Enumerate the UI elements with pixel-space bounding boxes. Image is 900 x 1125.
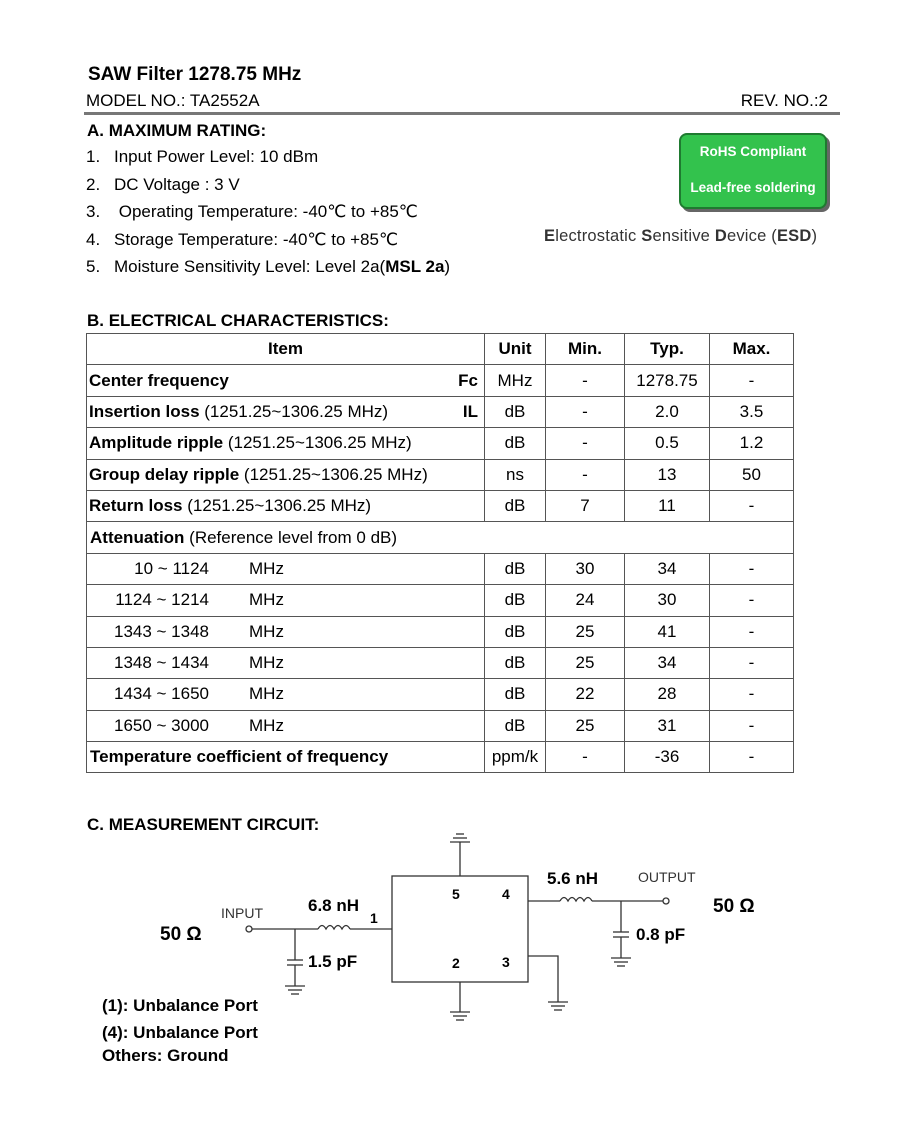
pin-4-label: 4 [502, 886, 510, 902]
header-unit: Unit [485, 334, 546, 365]
table-row: 1650 ~ 3000 MHz dB 25 31 - [87, 710, 794, 741]
table-row: Temperature coefficient of frequency ppm/k - -36 - [87, 742, 794, 773]
list-item: 3. Operating Temperature: -40℃ to +85℃ [86, 202, 418, 221]
table-row: IL Insertion loss (1251.25~1306.25 MHz) dB - 2.0 3.5 [87, 396, 794, 427]
rohs-badge [679, 133, 827, 209]
note-port-1: (1): Unbalance Port [102, 996, 258, 1015]
pin-1-label: 1 [370, 910, 378, 926]
table-row: Fc Center frequency MHz - 1278.75 - [87, 365, 794, 396]
output-terminal [663, 898, 669, 904]
inductor-output-value: 5.6 nH [547, 869, 599, 888]
table-header-row [87, 334, 794, 365]
capacitor-input [287, 960, 303, 965]
table-row: 1124 ~ 1214 MHz dB 24 30 - [87, 585, 794, 616]
electrical-heading: B. ELECTRICAL CHARACTERISTICS: [87, 311, 389, 330]
table-row: Amplitude ripple (1251.25~1306.25 MHz) dB - 0.5 1.2 [87, 428, 794, 459]
header-typ: Typ. [625, 334, 710, 365]
table-row: 1434 ~ 1650 MHz dB 22 28 - [87, 679, 794, 710]
circuit-heading: C. MEASUREMENT CIRCUIT: [87, 815, 320, 834]
list-item: 5. Moisture Sensitivity Level: Level 2a(MSL 2a) [86, 257, 451, 276]
header-max: Max. [710, 334, 794, 365]
page-title: SAW Filter 1278.75 MHz [88, 64, 302, 85]
ground-symbol-input [285, 986, 305, 994]
capacitor-output-value: 0.8 pF [636, 925, 686, 944]
rohs-label: RoHS Compliant [699, 144, 807, 159]
inductor-output [560, 898, 592, 902]
table-row: 1343 ~ 1348 MHz dB 25 41 - [87, 616, 794, 647]
header-item: Item [87, 334, 485, 365]
inductor-input [318, 926, 350, 930]
list-item: 1. Input Power Level: 10 dBm [86, 147, 319, 166]
pin-3-label: 3 [502, 954, 510, 970]
input-terminal [246, 926, 252, 932]
header-min: Min. [546, 334, 625, 365]
max-rating-list [86, 146, 450, 284]
ground-symbol-bottom [450, 1012, 470, 1020]
inductor-input-value: 6.8 nH [308, 896, 360, 915]
pin-5-label: 5 [452, 886, 460, 902]
revision-number: REV. NO.:2 [740, 91, 828, 110]
max-rating-heading: A. MAXIMUM RATING: [87, 121, 267, 140]
table-row: Return loss (1251.25~1306.25 MHz) dB 7 11 - [87, 490, 794, 521]
note-ground: Others: Ground [102, 1046, 229, 1065]
table-row: 10 ~ 1124 MHz dB 30 34 - [87, 553, 794, 584]
table-row-attenuation: Attenuation (Reference level from 0 dB) [87, 522, 794, 553]
table-row: 1348 ~ 1434 MHz dB 25 34 - [87, 647, 794, 678]
ground-symbol-top [450, 834, 470, 842]
capacitor-input-value: 1.5 pF [308, 952, 358, 971]
ground-symbol-pin3 [548, 1002, 568, 1010]
output-impedance: 50 Ω [713, 896, 755, 917]
note-port-4: (4): Unbalance Port [102, 1023, 258, 1042]
ground-symbol-output [611, 958, 631, 966]
lead-free-label: Lead-free soldering [690, 180, 816, 195]
header-divider [84, 112, 840, 115]
pin-2-label: 2 [452, 955, 460, 971]
input-impedance: 50 Ω [160, 924, 202, 945]
list-item: 4. Storage Temperature: -40℃ to +85℃ [86, 229, 399, 249]
output-label: OUTPUT [638, 869, 696, 885]
capacitor-output [613, 932, 629, 937]
esd-warning: Electrostatic Sensitive Device (ESD) [544, 227, 818, 245]
saw-filter-box [392, 876, 528, 982]
electrical-table [86, 333, 794, 773]
input-label: INPUT [221, 905, 263, 921]
table-row: Group delay ripple (1251.25~1306.25 MHz) ns - 13 50 [87, 459, 794, 490]
model-number: MODEL NO.: TA2552A [86, 91, 260, 110]
list-item: 2. DC Voltage : 3 V [86, 174, 240, 194]
